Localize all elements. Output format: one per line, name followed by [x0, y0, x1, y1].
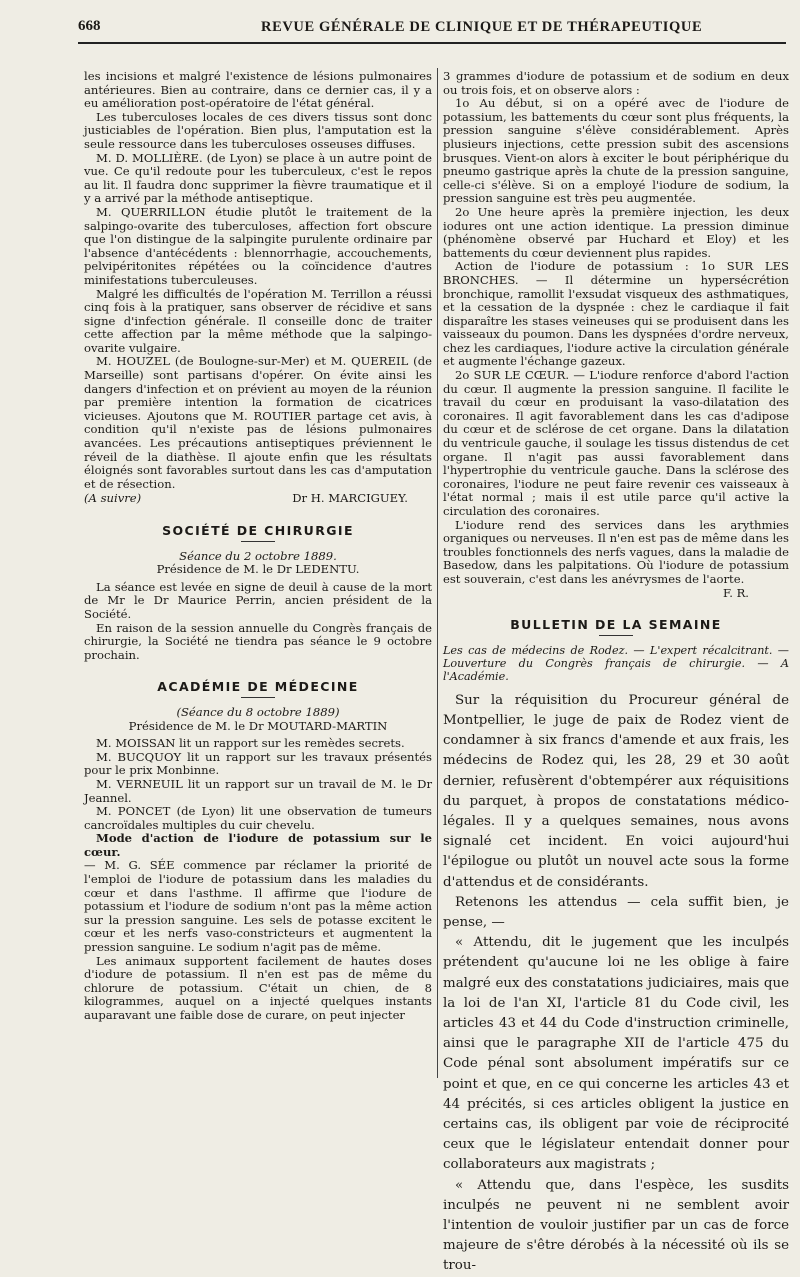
- page-number: 668: [78, 18, 101, 34]
- paragraph: 2o SUR LE CŒUR. — L'iodure renforce d'abord l'action du cœur. Il augmente la pression sanguine. Il facilite le travail du cœur en produisant la vaso-dilatation des coronaires. Il agit favorablement dans les cas d'adipose du cœur et de sclérose de cet organe. Dans la dilatation du ventricule gauche, il soulage les tissus distendus de cet organe. Il n'agit pas aussi favorablement dans l'hypertrophie du ventricule gauche. Dans la sclérose des coronaires, l'iodure ne peut faire revenir ces vaisseaux à l'état normal ; mais il est utile parce qu'il active la circulation des coronaires.: [443, 368, 789, 518]
- bulletin-subtitle: Les cas de médecins de Rodez. — L'expert récalcitrant. — Louverture du Congrès français de chirurgie. — A l'Académie.: [443, 643, 789, 683]
- paragraph: M. HOUZEL (de Boulogne-sur-Mer) et M. QUEREIL (de Marseille) sont partisans d'opérer. On évite ainsi les dangers d'infection et on prévient au moyen de la réunion par première intention la formation de cicatrices vicieuses. Ajoutons que M. ROUTIER partage cet avis, à condition qu'il n'existe pas de lésions pulmonaires avancées. Les précautions antiseptiques préviennent le réveil de la diathèse. Il ajoute enfin que les résultats éloignés sont favorables surtout dans les cas d'amputation et de résection.: [84, 354, 432, 491]
- paragraph: En raison de la session annuelle du Congrès français de chirurgie, la Société ne tiendra pas séance le 9 octobre prochain.: [84, 620, 432, 662]
- section-title-academie: ACADÉMIE DE MÉDECINE: [157, 679, 359, 695]
- paragraph: M. QUERRILLON étudie plutôt le traitement de la salpingo-ovarite des tuberculoses, affection fort obscure que l'on distingue de la salpingite purulente ordinaire par l'absence d'antécédents : blennorrhagie, accouchements, pelvipéritonites répétées ou la coïncidence d'autres minifestations tuberculeuses.: [84, 204, 432, 287]
- paragraph: « Attendu que, dans l'espèce, les susdits inculpés ne peuvent ni ne semblent avoir l'intention de vouloir justifier par un cas de force majeure de s'être dérobés à la nécessité où ils se trou-: [443, 1177, 789, 1274]
- paragraph: Action de l'iodure de potassium : 1o SUR LES BRONCHES. — Il détermine un hypersécrétion bronchique, ramollit l'exsudat visqueux des asthmatiques, et la cessation de la dyspnée : chez le cardiaque il fait disparaître les stases veineuses qui se produisent dans les vaisseaux du poumon. Dans les dyspnées d'ordre nerveux, chez les cardiaques, l'iodure active la circulation générale et augmente l'échange gazeux.: [443, 259, 789, 369]
- section-title-societe: SOCIÉTÉ DE CHIRURGIE: [162, 523, 354, 538]
- paragraph: Sur la réquisition du Procureur général de Montpellier, le juge de paix de Rodez vient de condamner à six francs d'amende et aux frais, les médecins de Rodez qui, les 28, 29 et 30 août dernier, refusèrent d'obtempérer aux réquisitions du parquet, à propos de constatations médico-légales. Il y a quelques semaines, nous avons signalé cet incident. En voici aujourd'hui l'épilogue ou plutôt un nouvel acte sous la forme d'attendus et de considérants.: [443, 692, 789, 890]
- continuation-note: (A suivre): [84, 491, 142, 506]
- paragraph: L'iodure rend des services dans les arythmies organiques ou nerveuses. Il n'en est pas de même dans les troubles fonctionnels des nerfs vagues, dans la maladie de Basedow, dans les palpitations. Où l'iodure de potassium est souverain, c'est dans les anévrysmes de l'aorte.: [443, 517, 789, 586]
- section-rule: [241, 697, 275, 698]
- paragraph: Malgré les difficultés de l'opération M. Terrillon a réussi cinq fois à la pratiquer, sans observer de récidive et sans signe d'infection générale. Il conseille donc de traiter cette affection par la même méthode que la salpingo-ovarite vulgaire.: [84, 286, 432, 355]
- paragraph: 3 grammes d'iodure de potassium et de sodium en deux ou trois fois, et on observe alors :: [443, 69, 789, 97]
- presidence: Présidence de M. le Dr MOUTARD-MARTIN: [128, 718, 388, 733]
- seance-date: Séance du 2 octobre 1889.: [179, 548, 337, 563]
- paragraph: Les animaux supportent facilement de hautes doses d'iodure de potassium. Il n'en est pas de même du chlorure de potassium. C'était un chien, de 8 kilogrammes, auquel on a injecté quelques instants auparavant une faible dose de curare, on peut injecter: [84, 953, 432, 1022]
- header-rule: [78, 42, 786, 44]
- paragraph: les incisions et malgré l'existence de lésions pulmonaires antérieures. Bien au contraire, dans ce dernier cas, il y a eu amélioration post-opératoire de l'état général.: [84, 69, 432, 111]
- section-rule: [241, 541, 275, 542]
- paragraph: 1o Au début, si on a opéré avec de l'iodure de potassium, les battements du cœur sont plus fréquents, la pression sanguine s'élève considérablement. Après plusieurs injections, cette pression subit des ascensions brusques. Vient-on alors à exciter le bout périphérique du pneumo gastrique après la chute de la pression sanguine, celle-ci s'élève. Si on a employé l'iodure de sodium, la pression sanguine est très peu augmentée.: [443, 96, 789, 206]
- left-column: [84, 70, 432, 1085]
- column-divider: [437, 68, 438, 1078]
- subsection-heading: Mode d'action de l'iodure de potassium sur le cœur.: [84, 831, 432, 859]
- presidence: Présidence de M. le Dr LEDENTU.: [156, 562, 360, 577]
- paragraph: Retenons les attendus — cela suffit bien, je pense, —: [443, 894, 789, 930]
- right-column: [443, 69, 789, 1274]
- section-rule: [599, 635, 633, 636]
- paragraph: « Attendu, dit le jugement que les inculpés prétendent qu'aucune loi ne les oblige à faire malgré eux des constatations judiciaires, mais que la loi de l'an XI, l'article 81 du Code civil, les articles 43 et 44 du Code d'instruction criminelle, ainsi que le paragraphe XII de l'article 475 du Code pénal sont absolument impératifs sur ce point et que, en ce qui concerne les articles 43 et 44 précités, si ces articles obligent la justice en certains cas, ils obligent par voie de réciprocité ceux que le législateur entendait donner pour collaborateurs aux magistrats ;: [443, 935, 789, 1173]
- paragraph: M. PONCET (de Lyon) lit une observation de tumeurs cancroïdales multiples du cuir chevelu.: [84, 804, 432, 832]
- page-header: [78, 14, 786, 40]
- paragraph: Les tuberculoses locales de ces divers tissus sont donc justiciables de l'opération. Bien plus, l'amputation est la seule ressource dans les tuberculoses osseuses diffuses.: [84, 109, 432, 151]
- running-title: REVUE GÉNÉRALE DE CLINIQUE ET DE THÉRAPEUTIQUE: [261, 19, 703, 35]
- paragraph: M. BUCQUOY lit un rapport sur les travaux présentés pour le prix Monbinne.: [84, 749, 432, 778]
- section-title-bulletin: BULLETIN DE LA SEMAINE: [510, 617, 722, 633]
- paragraph: 2o Une heure après la première injection, les deux iodures ont une action identique. La pression diminue (phénomène observé par Huchard et Eloy) et les battements du cœur deviennent plus rapides.: [443, 204, 789, 260]
- paragraph: M. VERNEUIL lit un rapport sur un travail de M. le Dr Jeannel.: [84, 776, 432, 805]
- article-signature: [84, 492, 432, 506]
- article-signature: F. R.: [722, 585, 749, 600]
- paragraph: M. MOISSAN lit un rapport sur les remèdes secrets.: [96, 736, 405, 751]
- seance-date: (Séance du 8 octobre 1889): [176, 704, 340, 719]
- author-name: Dr H. MARCIGUEY.: [292, 491, 408, 506]
- paragraph: — M. G. SÉE commence par réclamer la priorité de l'emploi de l'iodure de potassium dans les maladies du cœur et dans l'asthme. Il affirme que l'iodure de potassium et l'iodure de sodium n'ont pas la même action sur la pression sanguine. Les sels de potasse excitent le cœur et les nerfs vaso-constricteurs et augmentent la pression sanguine. Le sodium n'agit pas de même.: [84, 858, 432, 955]
- paragraph: La séance est levée en signe de deuil à cause de la mort de Mr le Dr Maurice Perrin, ancien président de la Société.: [84, 579, 432, 621]
- paragraph: M. D. MOLLIÈRE. (de Lyon) se place à un autre point de vue. Ce qu'il redoute pour les tuberculeux, c'est le repos au lit. Il faudra donc supprimer la fièvre traumatique et il y a arrivé par la méthode antiseptique.: [84, 150, 432, 206]
